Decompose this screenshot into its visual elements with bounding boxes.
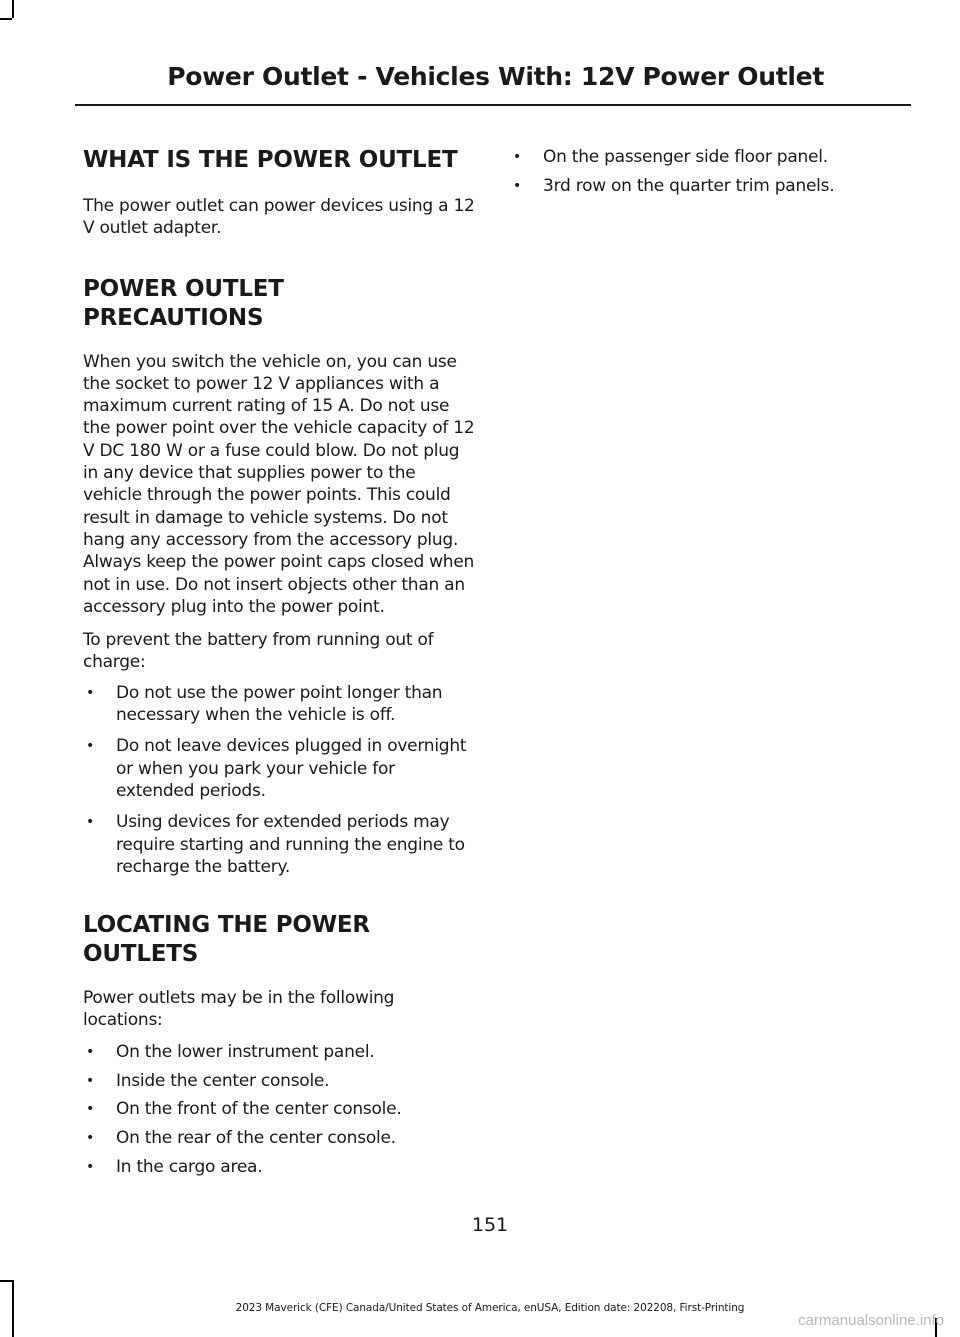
list-item-text: Do not use the power point longer than necessary when the vehicle is off.: [116, 682, 443, 726]
crop-mark: [0, 18, 12, 20]
list-item: [83, 1070, 478, 1092]
heading-precautions-line2: PRECAUTIONS: [83, 304, 264, 331]
list-item: [510, 146, 910, 168]
heading-locating-line1: LOCATING THE POWER: [83, 912, 370, 939]
header-divider: [75, 104, 911, 106]
paragraph-battery: To prevent the battery from running out of charge:: [83, 630, 434, 673]
location-bullet-list: [83, 1041, 478, 1178]
crop-mark: [0, 1280, 12, 1282]
list-item-text: On the rear of the center console.: [116, 1128, 396, 1149]
list-item: [510, 175, 910, 197]
list-item-text: On the lower instrument panel.: [116, 1041, 375, 1062]
heading-locating-line2: OUTLETS: [83, 941, 199, 968]
list-item-text: Do not leave devices plugged in overnight or when you park your vehicle for extended periods.: [116, 736, 467, 801]
list-item: [83, 735, 478, 802]
list-item-text: Inside the center console.: [116, 1070, 330, 1091]
list-item: [83, 1041, 478, 1063]
bullet-icon: •: [86, 1101, 95, 1118]
location-bullet-list-continued: [510, 146, 910, 197]
bullet-icon: •: [86, 814, 95, 831]
bullet-icon: •: [86, 1072, 95, 1089]
battery-bullet-list: [83, 682, 478, 878]
left-column: [83, 146, 478, 1178]
list-item-text: In the cargo area.: [116, 1156, 263, 1177]
bullet-icon: •: [86, 738, 95, 755]
page-header-title: Power Outlet - Vehicles With: 12V Power Outlet: [167, 62, 824, 91]
heading-what-is-power-outlet: WHAT IS THE POWER OUTLET: [83, 147, 458, 173]
list-item: [83, 682, 478, 727]
list-item: [83, 1156, 478, 1178]
heading-precautions-line1: POWER OUTLET: [83, 275, 284, 302]
list-item-text: 3rd row on the quarter trim panels.: [543, 175, 835, 196]
page-number: 151: [471, 1214, 509, 1236]
list-item: [83, 1127, 478, 1149]
right-column: [510, 146, 910, 197]
edition-footer: 2023 Maverick (CFE) Canada/United States of America, enUSA, Edition date: 202208, First-Printing: [235, 1302, 745, 1314]
bullet-icon: •: [86, 1158, 95, 1175]
list-item: [83, 1098, 478, 1120]
list-item-text: On the passenger side floor panel.: [543, 147, 828, 167]
paragraph-precautions: When you switch the vehicle on, you can use the socket to power 12 V appliances with a maximum current rating of 15 A. Do not use the power point over the vehicle capacity of 12 V DC 180 W or a fuse could blow. Do not plug in any device that supplies power to the vehicle through the power points. This could result in damage to vehicle systems. Do not hang any accessory from the accessory plug. Always keep the power point caps closed when not in use. Do not insert objects other than an accessory plug into the power point.: [83, 351, 475, 617]
paragraph-locating: Power outlets may be in the following locations:: [83, 988, 395, 1031]
crop-mark: [12, 0, 14, 18]
bullet-icon: •: [86, 684, 95, 701]
bullet-icon: •: [513, 177, 522, 194]
list-item-text: Using devices for extended periods may require starting and running the engine to recharge the battery.: [116, 812, 465, 877]
paragraph-what: The power outlet can power devices using a 12 V outlet adapter.: [83, 196, 475, 239]
watermark: carmanualsonline.info: [798, 1312, 944, 1329]
bullet-icon: •: [86, 1043, 95, 1060]
bullet-icon: •: [86, 1130, 95, 1147]
list-item: [83, 811, 478, 878]
list-item-text: On the front of the center console.: [116, 1099, 402, 1120]
bullet-icon: •: [513, 149, 522, 165]
